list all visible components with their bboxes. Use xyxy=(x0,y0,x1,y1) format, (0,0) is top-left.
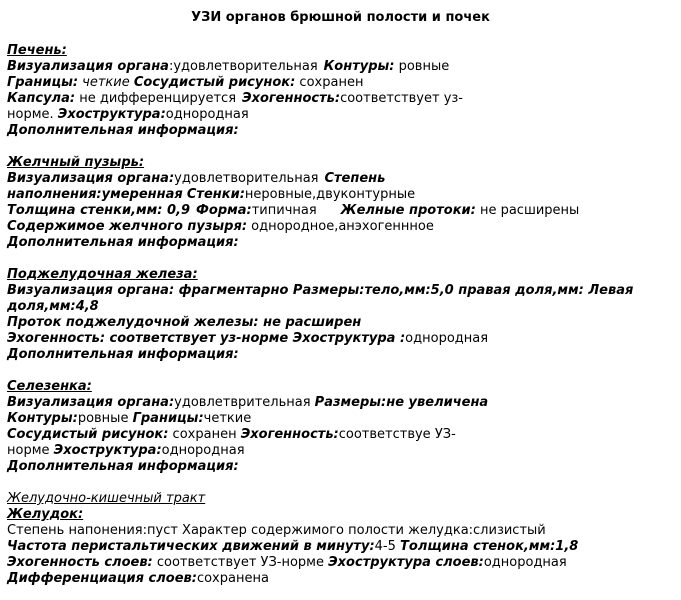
spleen-borders-value: четкие xyxy=(203,411,252,426)
gallbladder-vis-value: удовлетворительная xyxy=(174,171,319,186)
spleen-section-heading xyxy=(7,379,677,395)
gallbladder-section-heading xyxy=(7,155,677,171)
spleen-vis-label: Визуализация органа: xyxy=(7,395,175,410)
gallbladder-content-label: Содержимое желчного пузыря: xyxy=(7,219,248,234)
pancreas-section-heading xyxy=(7,267,677,283)
gallbladder-vis-label: Визуализация органа: xyxy=(7,171,175,186)
liver-contours-value: ровные xyxy=(394,59,450,74)
spleen-struct-value: однородная xyxy=(161,443,245,458)
liver-echo-value: соответствует уз- xyxy=(340,91,463,106)
gallbladder-fill-label-1: Степень xyxy=(324,171,386,186)
spleen-echo-cont: норме xyxy=(7,443,50,458)
liver-borders-value: четкие xyxy=(78,75,130,90)
liver-extra-line xyxy=(7,123,677,139)
stomach-fill-text: Степень напонения:пуст Характер содержимого полости желудка:слизистый xyxy=(7,523,546,538)
liver-contours-label: Контуры: xyxy=(323,59,395,74)
report-body xyxy=(7,43,677,587)
liver-line-2 xyxy=(7,75,677,91)
stomach-peristalsis-label: Частота перистальтических движений в минуту: xyxy=(7,539,375,554)
gallbladder-line-4 xyxy=(7,219,677,235)
spleen-line-2 xyxy=(7,411,677,427)
liver-capsule-value: не дифференцируется xyxy=(75,91,237,106)
gi-heading: Желудочно-кишечный тракт xyxy=(7,491,206,506)
gallbladder-fill-label-2: наполнения:умеренная xyxy=(7,187,183,202)
spleen-vascular-label: Сосудистый рисунок: xyxy=(7,427,169,442)
pancreas-line-2 xyxy=(7,299,677,315)
liver-heading: Печень: xyxy=(7,43,67,58)
spleen-extra: Дополнительная информация: xyxy=(7,459,239,474)
stomach-diff-label: Дифференциация слоев: xyxy=(7,571,197,586)
liver-borders-label: Границы: xyxy=(7,75,79,90)
pancreas-line-4 xyxy=(7,331,677,347)
liver-vascular-label: Сосудистый рисунок: xyxy=(133,75,296,90)
stomach-heading: Желудок: xyxy=(7,507,84,522)
pancreas-line-3 xyxy=(7,315,677,331)
liver-capsule-label: Капсула: xyxy=(7,91,76,106)
spleen-line-3 xyxy=(7,427,677,443)
liver-line-1 xyxy=(7,59,677,75)
liver-echo-label: Эхогенность: xyxy=(242,91,341,106)
spleen-struct-label: Эхоструктура: xyxy=(53,443,162,458)
liver-struct-value: однородная xyxy=(165,107,249,122)
pancreas-extra: Дополнительная информация: xyxy=(7,347,239,362)
gallbladder-heading: Желчный пузырь: xyxy=(7,155,145,170)
gallbladder-line-2 xyxy=(7,187,677,203)
pancreas-extra-line xyxy=(7,347,677,363)
spleen-heading: Селезенка: xyxy=(7,379,92,394)
liver-extra: Дополнительная информация: xyxy=(7,123,239,138)
stomach-line-4 xyxy=(7,571,677,587)
gallbladder-ducts-label: Желные протоки: xyxy=(340,203,476,218)
spleen-contours-label: Контуры: xyxy=(7,411,78,426)
stomach-line-3 xyxy=(7,555,677,571)
liver-line-3 xyxy=(7,91,677,107)
gallbladder-extra-line xyxy=(7,235,677,251)
stomach-diff-value: сохранена xyxy=(196,571,269,586)
pancreas-echo-label: Эхогенность: соответствует уз-норме Эхоструктура : xyxy=(7,331,406,346)
gallbladder-extra: Дополнительная информация: xyxy=(7,235,239,250)
gallbladder-walls-label: Стенки: xyxy=(186,187,245,202)
stomach-layers-echo-label: Эхогенность слоев: xyxy=(7,555,153,570)
stomach-layers-struct-value: однородная xyxy=(483,555,567,570)
gallbladder-walls-value: неровные,двуконтурные xyxy=(244,187,416,202)
stomach-layers-echo-value: соответствует УЗ-норме xyxy=(152,555,324,570)
pancreas-line-1-text: Визуализация органа: фрагментарно Размеры:тело,мм:5,0 правая доля,мм: Левая xyxy=(7,283,634,298)
pancreas-heading: Поджелудочная железа: xyxy=(7,267,198,282)
gallbladder-line-3 xyxy=(7,203,677,219)
spleen-vis-value: удовлетврительная xyxy=(174,395,311,410)
spleen-size-label: Размеры:не увеличена xyxy=(314,395,489,410)
liver-vis-value: :удовлетворительная xyxy=(168,59,318,74)
spleen-vascular-value: сохранен xyxy=(168,427,237,442)
gallbladder-shape-label: Форма: xyxy=(196,203,252,218)
stomach-peristalsis-value: 4-5 xyxy=(374,539,396,554)
page-title: УЗИ органов брюшной полости и почек xyxy=(191,10,490,25)
stomach-wall-label: Толщина стенок,мм:1,8 xyxy=(400,539,579,554)
liver-vascular-value: сохранен xyxy=(295,75,364,90)
gallbladder-line-1 xyxy=(7,171,677,187)
spleen-contours-value: ровные xyxy=(77,411,129,426)
stomach-line-2 xyxy=(7,539,677,555)
spleen-extra-line xyxy=(7,459,677,475)
gallbladder-thickness-label: Толщина стенки,мм: 0,9 xyxy=(7,203,190,218)
liver-vis-label: Визуализация органа xyxy=(7,59,169,74)
liver-section-heading xyxy=(7,43,677,59)
spleen-echo-value: соответствуе УЗ- xyxy=(338,427,456,442)
pancreas-line-2-text: доля,мм:4,8 xyxy=(7,299,99,314)
liver-line-4 xyxy=(7,107,677,123)
stomach-layers-struct-label: Эхоструктура слоев: xyxy=(328,555,484,570)
spleen-borders-label: Границы: xyxy=(132,411,204,426)
gallbladder-shape-value: типичная xyxy=(251,203,317,218)
spleen-echo-label: Эхогенность: xyxy=(240,427,339,442)
gi-section-heading xyxy=(7,491,677,507)
liver-struct-label: Эхоструктура: xyxy=(57,107,166,122)
gallbladder-ducts-value: не расширены xyxy=(475,203,580,218)
gallbladder-content-value: однородное,анэхогеннное xyxy=(247,219,434,234)
pancreas-struct-value: однородная xyxy=(405,331,489,346)
spleen-line-1 xyxy=(7,395,677,411)
spleen-line-4 xyxy=(7,443,677,459)
pancreas-line-1 xyxy=(7,283,677,299)
stomach-heading-line xyxy=(7,507,677,523)
pancreas-duct-text: Проток поджелудочной железы: не расширен xyxy=(7,315,362,330)
liver-echo-cont: норме. xyxy=(7,107,54,122)
stomach-line-1 xyxy=(7,523,677,539)
